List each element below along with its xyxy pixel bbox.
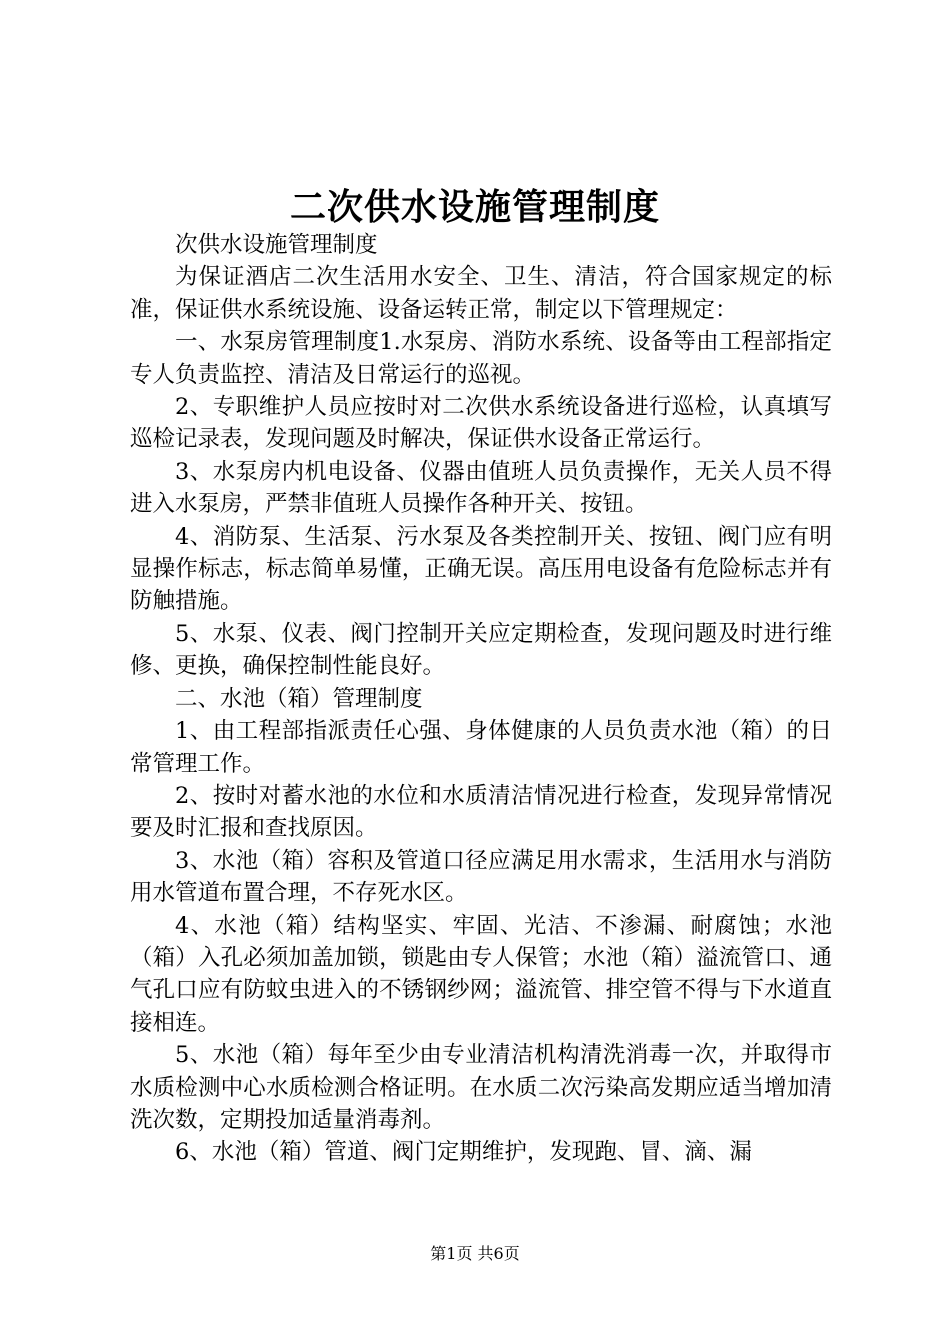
document-title: 二次供水设施管理制度 [289,187,660,228]
paragraph: 一、水泵房管理制度1.水泵房、消防水系统、设备等由工程部指定专人负责监控、清洁及日常运行的巡视。 [130,329,832,388]
paragraph: 3、水泵房内机电设备、仪器由值班人员负责操作，无关人员不得进入水泵房，严禁非值班人员操作各种开关、按钮。 [130,458,832,518]
paragraph: 3、水池（箱）容积及管道口径应满足用水需求，生活用水与消防用水管道布置合理，不存死水区。 [130,847,832,907]
paragraph: 6、水池（箱）管道、阀门定期维护，发现跑、冒、滴、漏 [175,1139,752,1166]
paragraph: 2、按时对蓄水池的水位和水质清洁情况进行检查，发现异常情况要及时汇报和查找原因。 [130,782,832,842]
paragraph: 4、水池（箱）结构坚实、牢固、光洁、不渗漏、耐腐蚀；水池（箱）入孔必须加盖加锁，锁匙由专人保管；水池（箱）溢流管口、通气孔口应有防蚊虫进入的不锈钢纱网；溢流管、排空管不得与下水道直接相连。 [130,912,832,1036]
paragraph: 2、专职维护人员应按时对二次供水系统设备进行巡检，认真填写巡检记录表，发现问题及时解决，保证供水设备正常运行。 [130,394,832,453]
paragraph: 4、消防泵、生活泵、污水泵及各类控制开关、按钮、阀门应有明显操作标志，标志简单易懂，正确无误。高压用电设备有危险标志并有防触措施。 [130,523,832,615]
document-body [130,229,832,1169]
section-heading: 二、水池（箱）管理制度 [175,685,423,712]
paragraph: 5、水泵、仪表、阀门控制开关应定期检查，发现问题及时进行维修、更换，确保控制性能良好。 [130,620,832,680]
paragraph: 1、由工程部指派责任心强、身体健康的人员负责水池（箱）的日常管理工作。 [130,718,832,777]
paragraph: 5、水池（箱）每年至少由专业清洁机构清洗消毒一次，并取得市水质检测中心水质检测合格证明。在水质二次污染高发期应适当增加清洗次数，定期投加适量消毒剂。 [130,1042,832,1133]
page-number-footer: 第1页 共6页 [430,1244,520,1263]
paragraph: 次供水设施管理制度 [175,232,378,258]
paragraph: 为保证酒店二次生活用水安全、卫生、清洁，符合国家规定的标准，保证供水系统设施、设备运转正常，制定以下管理规定： [130,264,832,323]
